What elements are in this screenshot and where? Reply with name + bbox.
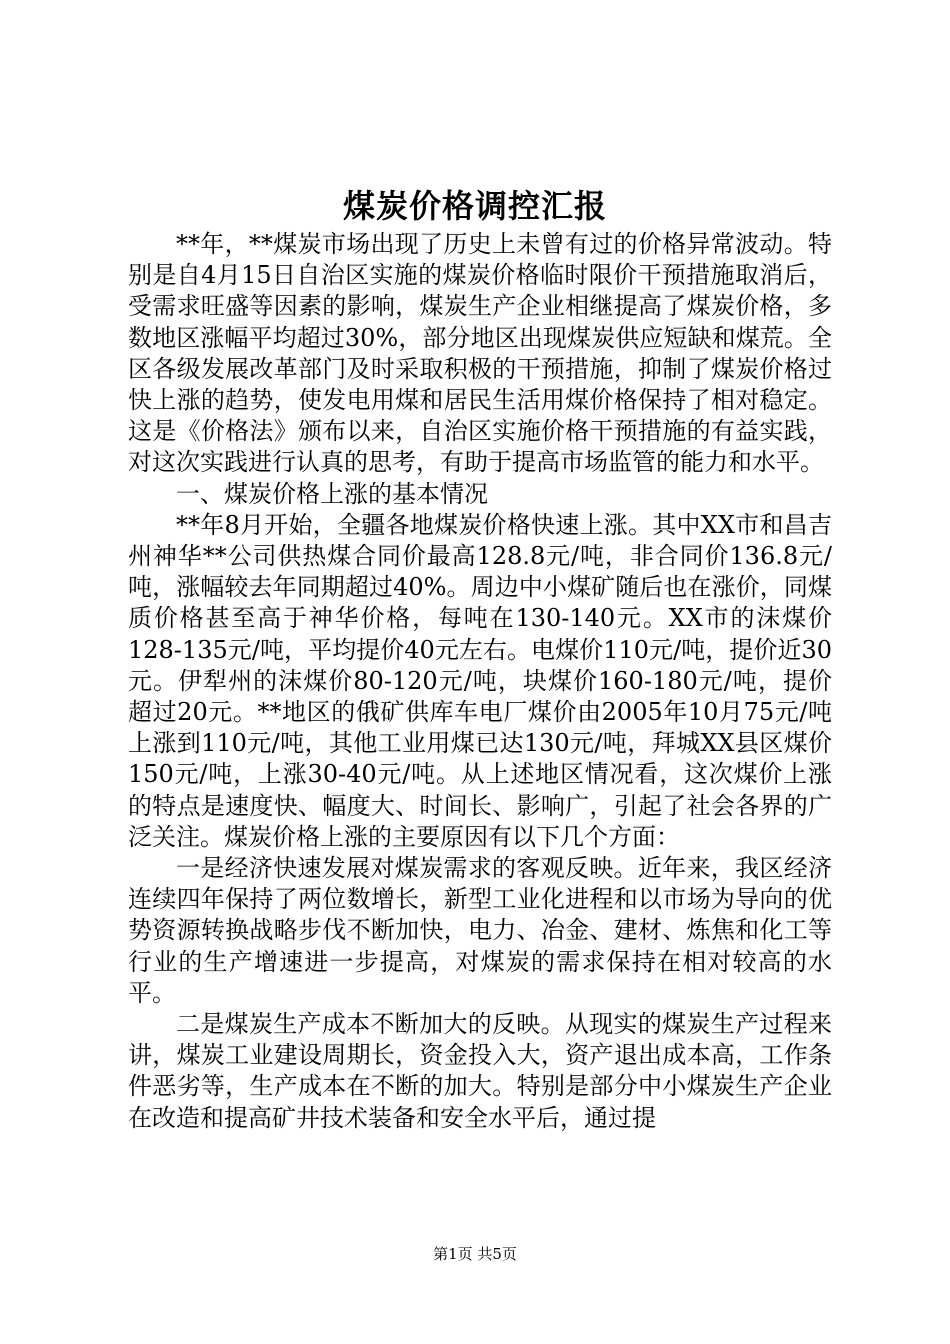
page-number-footer: 第1页 共5页 [433,1245,517,1263]
paragraph-price-situation: **年8月开始，全疆各地煤炭价格快速上涨。其中XX市和昌吉州神华**公司供热煤合同价最高128.8元/吨，非合同价136.8元/吨，涨幅较去年同期超过40%。周边中小煤矿随后也在涨价，同煤质价格甚至高于神华价格，每吨在130-140元。XX市的沫煤价128-135元/吨，平均提价40元左右。电煤价110元/吨，提价近30元。伊犁州的沫煤价80-120元/吨，块煤价160-180元/吨，提价超过20元。**地区的俄矿供库车电厂煤价由2005年10月75元/吨上涨到110元/吨，其他工业用煤已达130元/吨，拜城XX县区煤价150元/吨，上涨30-40元/吨。从上述地区情况看，这次煤价上涨的特点是速度快、幅度大、时间长、影响广，引起了社会各界的广泛关注。煤炭价格上涨的主要原因有以下几个方面： [128,510,832,851]
paragraph-reason-2: 二是煤炭生产成本不断加大的反映。从现实的煤炭生产过程来讲，煤炭工业建设周期长，资金投入大，资产退出成本高，工作条件恶劣等，生产成本在不断的加大。特别是部分中小煤炭生产企业在改造和提高矿井技术装备和安全水平后，通过提 [128,1010,832,1132]
section-heading-1: 一、煤炭价格上涨的基本情况 [176,479,488,508]
paragraph-intro: **年，**煤炭市场出现了历史上未曾有过的价格异常波动。特别是自4月15日自治区实施的煤炭价格临时限价干预措施取消后，受需求旺盛等因素的影响，煤炭生产企业相继提高了煤炭价格，多数地区涨幅平均超过30%，部分地区出现煤炭供应短缺和煤荒。全区各级发展改革部门及时采取积极的干预措施，抑制了煤炭价格过快上涨的趋势，使发电用煤和居民生活用煤价格保持了相对稳定。这是《价格法》颁布以来，自治区实施价格干预措施的有益实践，对这次实践进行认真的思考，有助于提高市场监管的能力和水平。 [128,230,832,477]
paragraph-reason-1: 一是经济快速发展对煤炭需求的客观反映。近年来，我区经济连续四年保持了两位数增长，新型工业化进程和以市场为导向的优势资源转换战略步伐不断加快，电力、冶金、建材、炼焦和化工等行业的生产增速进一步提高，对煤炭的需求保持在相对较高的水平。 [128,854,832,1007]
document-title: 煤炭价格调控汇报 [342,187,607,225]
document-body [128,229,832,1134]
